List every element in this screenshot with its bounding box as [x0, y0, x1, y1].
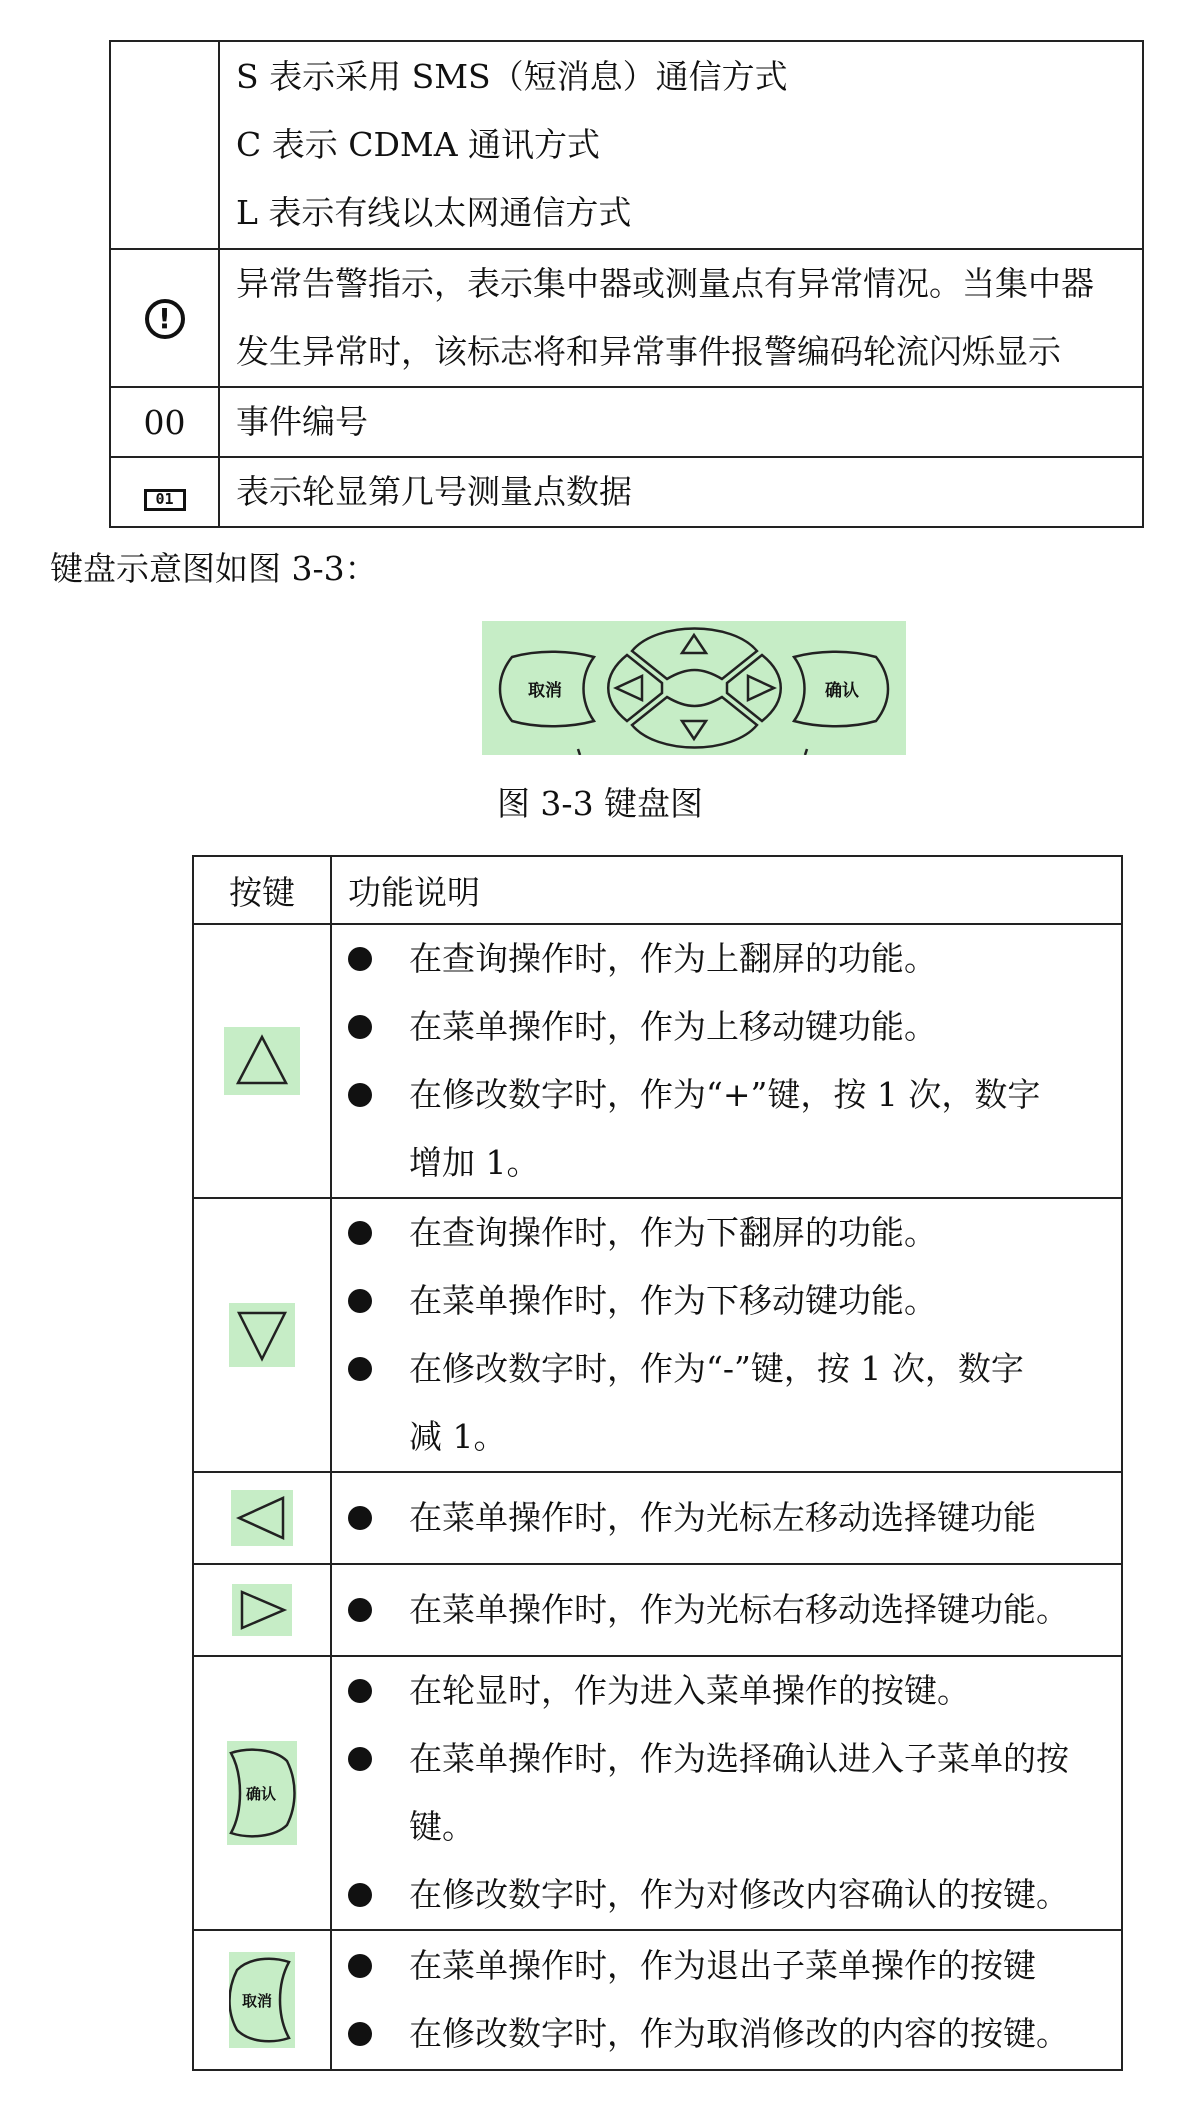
- key-table-header: [193, 856, 1122, 924]
- comm-mode-text-cell: [219, 41, 1143, 249]
- list-item: 在查询操作时，作为下翻屏的功能。: [348, 1199, 1107, 1267]
- list-item: 在查询操作时，作为上翻屏的功能。: [348, 925, 1107, 993]
- bullet-icon: [348, 2022, 372, 2046]
- comm-mode-row: [110, 41, 1143, 249]
- bullet-icon: [348, 1598, 372, 1622]
- bullet-icon: [348, 1506, 372, 1530]
- comm-line-sms: S 表示采用 SMS（短消息）通信方式: [236, 57, 788, 96]
- list-item: 在菜单操作时，作为下移动键功能。: [348, 1267, 1107, 1335]
- key-row-right: [193, 1564, 1122, 1656]
- figure-caption: 图 3-3 键盘图: [496, 784, 704, 823]
- list-item-continuation: 增加 1。: [409, 1143, 540, 1182]
- bullet-icon: [348, 1357, 372, 1381]
- desc-cell-confirm: [331, 1656, 1122, 1930]
- alarm-text-line-2: 发生异常时，该标志将和异常事件报警编码轮流闪烁显示: [236, 332, 1061, 371]
- bullet-icon: [348, 1015, 372, 1039]
- event-text-cell: [219, 387, 1143, 457]
- list-item: 在菜单操作时，作为选择确认进入子菜单的按: [348, 1725, 1107, 1793]
- desc-cell-up: [331, 924, 1122, 1198]
- alarm-icon-cell: [110, 249, 219, 387]
- alarm-text-line-1: 异常告警指示，表示集中器或测量点有异常情况。当集中器: [236, 264, 1094, 303]
- left-key-icon: [231, 1490, 293, 1546]
- key-cell-confirm: [193, 1656, 331, 1930]
- point-row: [110, 457, 1143, 527]
- keyboard-intro-text: 键盘示意图如图 3-3：: [50, 549, 378, 588]
- key-function-table: [192, 855, 1123, 2071]
- event-text: 事件编号: [236, 402, 368, 441]
- desc-cell-right: [331, 1564, 1122, 1656]
- list-item-continuation: 减 1。: [409, 1417, 507, 1456]
- comm-mode-icon-cell: [110, 41, 219, 249]
- down-key-icon: [229, 1303, 295, 1367]
- key-row-confirm: [193, 1656, 1122, 1930]
- cancel-key-label: 取消: [241, 1992, 273, 2010]
- list-item: 在菜单操作时，作为光标右移动选择键功能。: [348, 1576, 1107, 1644]
- desc-cell-left: [331, 1472, 1122, 1564]
- keypad-down-triangle: [682, 721, 706, 739]
- right-key-icon: [232, 1584, 292, 1636]
- event-row: [110, 387, 1143, 457]
- bullet-icon: [348, 1083, 372, 1107]
- point-text-cell: [219, 457, 1143, 527]
- alarm-text-cell: [219, 249, 1143, 387]
- key-cell-cancel: [193, 1930, 331, 2070]
- list-item: 在菜单操作时，作为退出子菜单操作的按键: [348, 1932, 1107, 2000]
- key-cell-down: [193, 1198, 331, 1472]
- event-code-cell: 00: [110, 387, 219, 457]
- bullet-icon: [348, 1954, 372, 1978]
- header-desc: 功能说明: [331, 856, 1122, 924]
- list-item-continuation: 键。: [409, 1807, 475, 1846]
- bullet-icon: [348, 1679, 372, 1703]
- key-cell-right: [193, 1564, 331, 1656]
- header-key: 按键: [193, 856, 331, 924]
- key-row-down: [193, 1198, 1122, 1472]
- keypad-figure: [482, 621, 906, 755]
- desc-cell-down: [331, 1198, 1122, 1472]
- key-row-left: [193, 1472, 1122, 1564]
- comm-line-cdma: C 表示 CDMA 通讯方式: [236, 125, 601, 164]
- confirm-key-icon: [227, 1741, 297, 1845]
- bullet-icon: [348, 1289, 372, 1313]
- key-cell-left: [193, 1472, 331, 1564]
- bullet-icon: [348, 1883, 372, 1907]
- keypad-confirm-label: 确认: [825, 681, 859, 701]
- confirm-key-label: 确认: [245, 1785, 277, 1803]
- keypad-left-triangle: [616, 676, 642, 700]
- list-item: 在菜单操作时，作为上移动键功能。: [348, 993, 1107, 1061]
- keypad-right-triangle: [748, 676, 774, 700]
- point-text: 表示轮显第几号测量点数据: [236, 472, 632, 511]
- comm-line-ethernet: L 表示有线以太网通信方式: [236, 193, 632, 232]
- key-row-up: [193, 924, 1122, 1198]
- point-icon-cell: [110, 457, 219, 527]
- desc-cell-cancel: [331, 1930, 1122, 2070]
- list-item: 在菜单操作时，作为光标左移动选择键功能: [348, 1484, 1107, 1552]
- alarm-row: [110, 249, 1143, 387]
- cancel-key-icon: [229, 1952, 295, 2048]
- bullet-icon: [348, 1221, 372, 1245]
- alarm-exclamation-icon: !: [145, 299, 185, 339]
- up-key-icon: [224, 1027, 300, 1095]
- keypad-up-triangle: [682, 635, 706, 653]
- bullet-icon: [348, 947, 372, 971]
- list-item: 在修改数字时，作为“+”键，按 1 次，数字: [348, 1061, 1107, 1129]
- list-item: 在轮显时，作为进入菜单操作的按键。: [348, 1657, 1107, 1725]
- point-number-icon: 01: [144, 489, 186, 511]
- key-cell-up: [193, 924, 331, 1198]
- key-row-cancel: [193, 1930, 1122, 2070]
- list-item: 在修改数字时，作为对修改内容确认的按键。: [348, 1861, 1107, 1929]
- keypad-cancel-label: 取消: [528, 681, 562, 701]
- status-symbol-table: [109, 40, 1144, 528]
- list-item: 在修改数字时，作为取消修改的内容的按键。: [348, 2000, 1107, 2068]
- keypad-diagram: [482, 621, 906, 755]
- bullet-icon: [348, 1747, 372, 1771]
- list-item: 在修改数字时，作为“-”键，按 1 次，数字: [348, 1335, 1107, 1403]
